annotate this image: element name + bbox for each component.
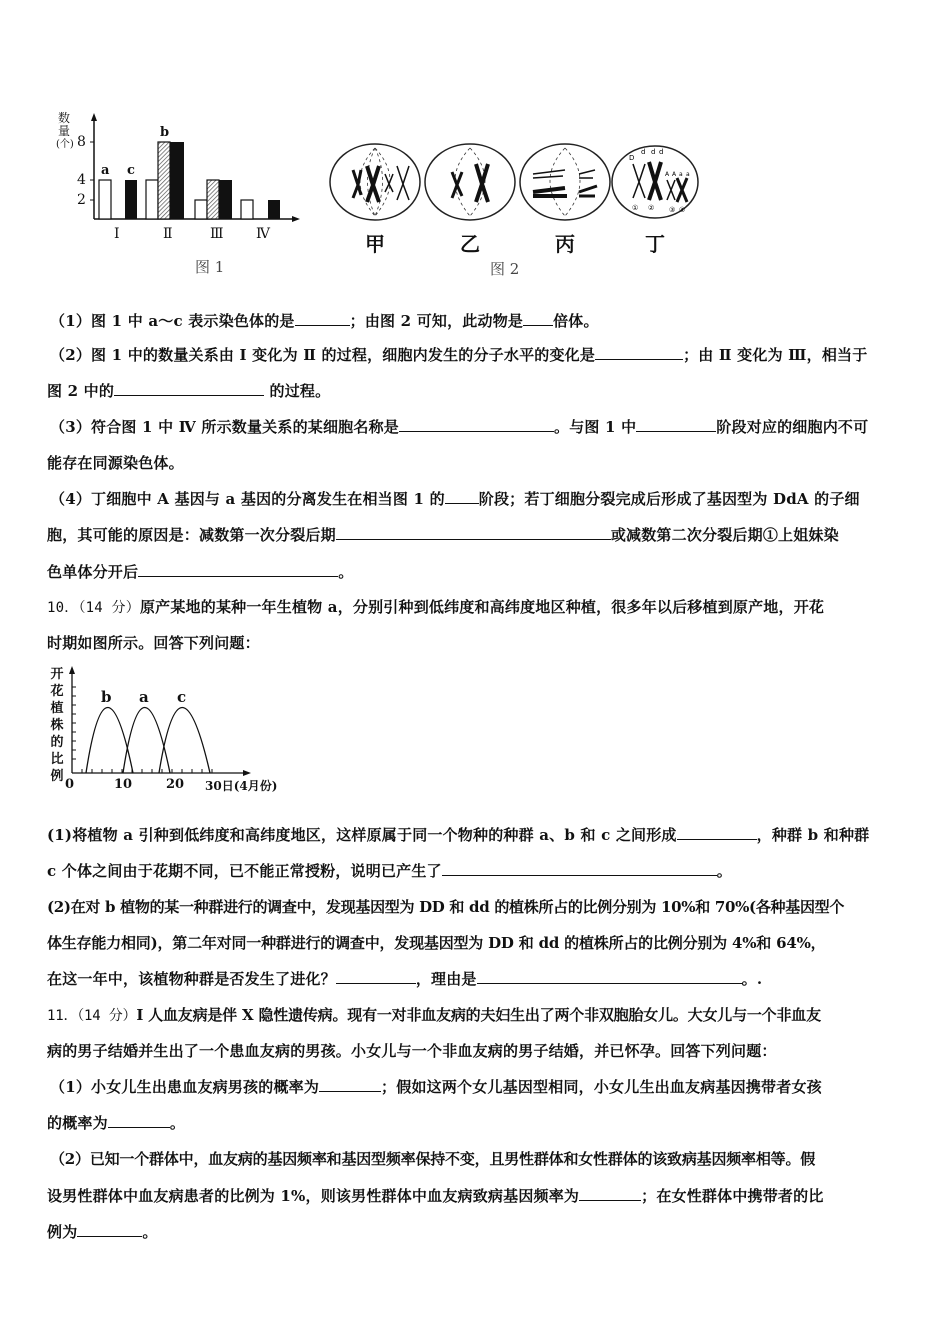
answer-blank[interactable] xyxy=(399,417,554,432)
q9-part4-line3: 色单体分开后 。 xyxy=(47,563,354,581)
curve-a xyxy=(123,708,170,774)
y-tick-4: 4 xyxy=(77,172,86,188)
figure-2-caption: 图 2 xyxy=(490,260,520,278)
x-category-4: Ⅳ xyxy=(256,226,270,242)
cell-bing-icon xyxy=(520,144,610,220)
curve-label-c: c xyxy=(177,688,187,706)
answer-blank[interactable] xyxy=(295,311,350,326)
x-category-1: Ⅰ xyxy=(114,226,120,242)
q11-part1-line2: 的概率为 。 xyxy=(47,1114,186,1132)
q9-part3-line1: （3）符合图 1 中 Ⅳ 所示数量关系的某细胞名称是 。与图 1 中 阶段对应的细胞内不可 xyxy=(50,418,869,436)
svg-text:D: D xyxy=(629,154,635,162)
q11-part2-line1: （2）已知一个群体中，血友病的基因频率和基因型频率保持不变，且男性群体和女性群体的该致病基因频率相等。假 xyxy=(50,1150,816,1168)
question-number: 10．（14 分） xyxy=(47,600,140,616)
question-number: 11．（14 分） xyxy=(47,1008,137,1024)
answer-blank[interactable] xyxy=(138,562,338,577)
x-tick-30-unit: 30日(4月份) xyxy=(205,779,278,793)
svg-text:①: ① xyxy=(632,204,639,212)
answer-blank[interactable] xyxy=(636,417,716,432)
q10-part2-line1: (2)在对 b 植物的某一种群进行的调查中，发现基因型为 DD 和 dd 的植株所占的比例分别为 10%和 70%(各种基因型个 xyxy=(47,898,845,916)
q10-stem-line2: 时期如图所示。回答下列问题： xyxy=(47,634,260,652)
figure-2-cell-diagrams xyxy=(325,140,705,280)
cell-label-yi: 乙 xyxy=(460,232,480,256)
svg-text:a: a xyxy=(686,171,690,178)
q9-part2-line2: 图 2 中的 的过程。 xyxy=(47,382,331,400)
cell-label-jia: 甲 xyxy=(365,232,385,256)
figure-1-caption: 图 1 xyxy=(195,258,225,276)
q10-part2-line3: 在这一年中，该植物种群是否发生了进化？ ，理由是 。. xyxy=(47,970,763,988)
answer-blank[interactable] xyxy=(477,969,742,984)
x-category-3: Ⅲ xyxy=(210,226,224,242)
curve-label-a: a xyxy=(139,688,149,706)
curve-label-b: b xyxy=(101,688,112,706)
answer-blank[interactable] xyxy=(523,311,553,326)
answer-blank[interactable] xyxy=(336,525,611,540)
q10-part1-line1: (1)将植物 a 引种到低纬度和高纬度地区，这样原属于同一个物种的种群 a、b 和 c 之间形成 ，种群 b 和种群 xyxy=(47,826,870,844)
answer-blank[interactable] xyxy=(319,1077,381,1092)
figure-2-svg xyxy=(325,140,705,230)
figure-1-svg xyxy=(50,108,310,278)
cell-jia-icon xyxy=(330,144,420,220)
cell-ding-icon xyxy=(612,146,698,218)
answer-blank[interactable] xyxy=(336,969,416,984)
q10-part1-line2: c 个体之间由于花期不同，已不能正常授粉，说明已产生了 。 xyxy=(47,862,732,880)
q9-part4-line1: （4）丁细胞中 A 基因与 a 基因的分离发生在相当图 1 的 阶段；若丁细胞分裂完成后形成了基因型为 DdA 的子细 xyxy=(50,490,860,508)
legend-letter-b: b xyxy=(160,125,170,140)
q11-stem-line1: 11．（14 分）I 人血友病是伴 X 隐性遗传病。现有一对非血友病的夫妇生出了两个非双胞胎女儿。大女儿与一个非血友 xyxy=(47,1006,821,1024)
q11-part2-line3: 例为 。 xyxy=(47,1223,158,1241)
q9-part1: （1）图 1 中 a～c 表示染色体的是 ；由图 2 可知，此动物是 倍体。 xyxy=(50,312,599,330)
answer-blank[interactable] xyxy=(677,825,757,840)
q9-part3-line2: 能存在同源染色体。 xyxy=(47,454,184,472)
legend-letter-a: a xyxy=(101,163,110,178)
q11-stem-line2: 病的男子结婚并生出了一个患血友病的男孩。小女儿与一个非血友病的男子结婚，并已怀孕。回答下列问题： xyxy=(47,1042,777,1060)
svg-text:A: A xyxy=(672,171,677,178)
answer-blank[interactable] xyxy=(595,345,683,360)
svg-text:d: d xyxy=(651,148,656,156)
x-tick-20: 20 xyxy=(166,777,185,792)
answer-blank[interactable] xyxy=(114,381,264,396)
flowering-period-chart xyxy=(45,662,295,802)
legend-letter-c: c xyxy=(127,163,135,178)
figure-1-y-label: 数 量 (个) xyxy=(56,111,74,150)
answer-blank[interactable] xyxy=(77,1222,142,1237)
svg-text:a: a xyxy=(679,171,683,178)
x-category-2: Ⅱ xyxy=(163,226,173,242)
svg-text:③: ③ xyxy=(669,206,676,214)
x-tick-0: 0 xyxy=(65,777,75,792)
answer-blank[interactable] xyxy=(442,861,717,876)
svg-text:A: A xyxy=(665,171,670,178)
answer-blank[interactable] xyxy=(579,1186,641,1201)
svg-text:②: ② xyxy=(648,204,655,212)
svg-text:d: d xyxy=(659,148,664,156)
svg-text:d: d xyxy=(641,148,646,156)
svg-text:④: ④ xyxy=(679,206,686,214)
y-tick-2: 2 xyxy=(77,192,86,208)
cell-yi-icon xyxy=(425,144,515,220)
figure-1-bar-chart xyxy=(50,108,310,278)
y-tick-8: 8 xyxy=(77,134,86,150)
q9-part4-line2: 胞，其可能的原因是：减数第一次分裂后期 或减数第二次分裂后期①上姐妹染 xyxy=(47,526,839,544)
answer-blank[interactable] xyxy=(445,489,479,504)
q10-stem-line1: 10．（14 分）原产某地的某种一年生植物 a，分别引种到低纬度和高纬度地区种植，很多年以后移植到原产地，开花 xyxy=(47,598,825,616)
curve-b xyxy=(86,708,133,774)
cell-label-ding: 丁 xyxy=(645,232,665,256)
cell-label-bing: 丙 xyxy=(555,232,575,256)
q11-part1-line1: （1）小女儿生出患血友病男孩的概率为 ；假如这两个女儿基因型相同，小女儿生出血友病基因携带者女孩 xyxy=(50,1078,822,1096)
q10-part2-line2: 体生存能力相同)，第二年对同一种群进行的调查中，发现基因型为 DD 和 dd 的植株所占的比例分别为 4%和 64%， xyxy=(47,934,826,952)
x-tick-10: 10 xyxy=(114,777,133,792)
q11-part2-line2: 设男性群体中血友病患者的比例为 1%，则该男性群体中血友病致病基因频率为 ；在女性群体中携带者的比 xyxy=(47,1187,824,1205)
curve-c xyxy=(159,708,210,774)
answer-blank[interactable] xyxy=(108,1113,170,1128)
chart-y-label: 开 花 植 株 的 比 例 xyxy=(50,667,64,784)
q9-part2-line1: （2）图 1 中的数量关系由 Ⅰ 变化为 Ⅱ 的过程，细胞内发生的分子水平的变化是 ；由 Ⅱ 变化为 Ⅲ，相当于 xyxy=(50,346,868,364)
